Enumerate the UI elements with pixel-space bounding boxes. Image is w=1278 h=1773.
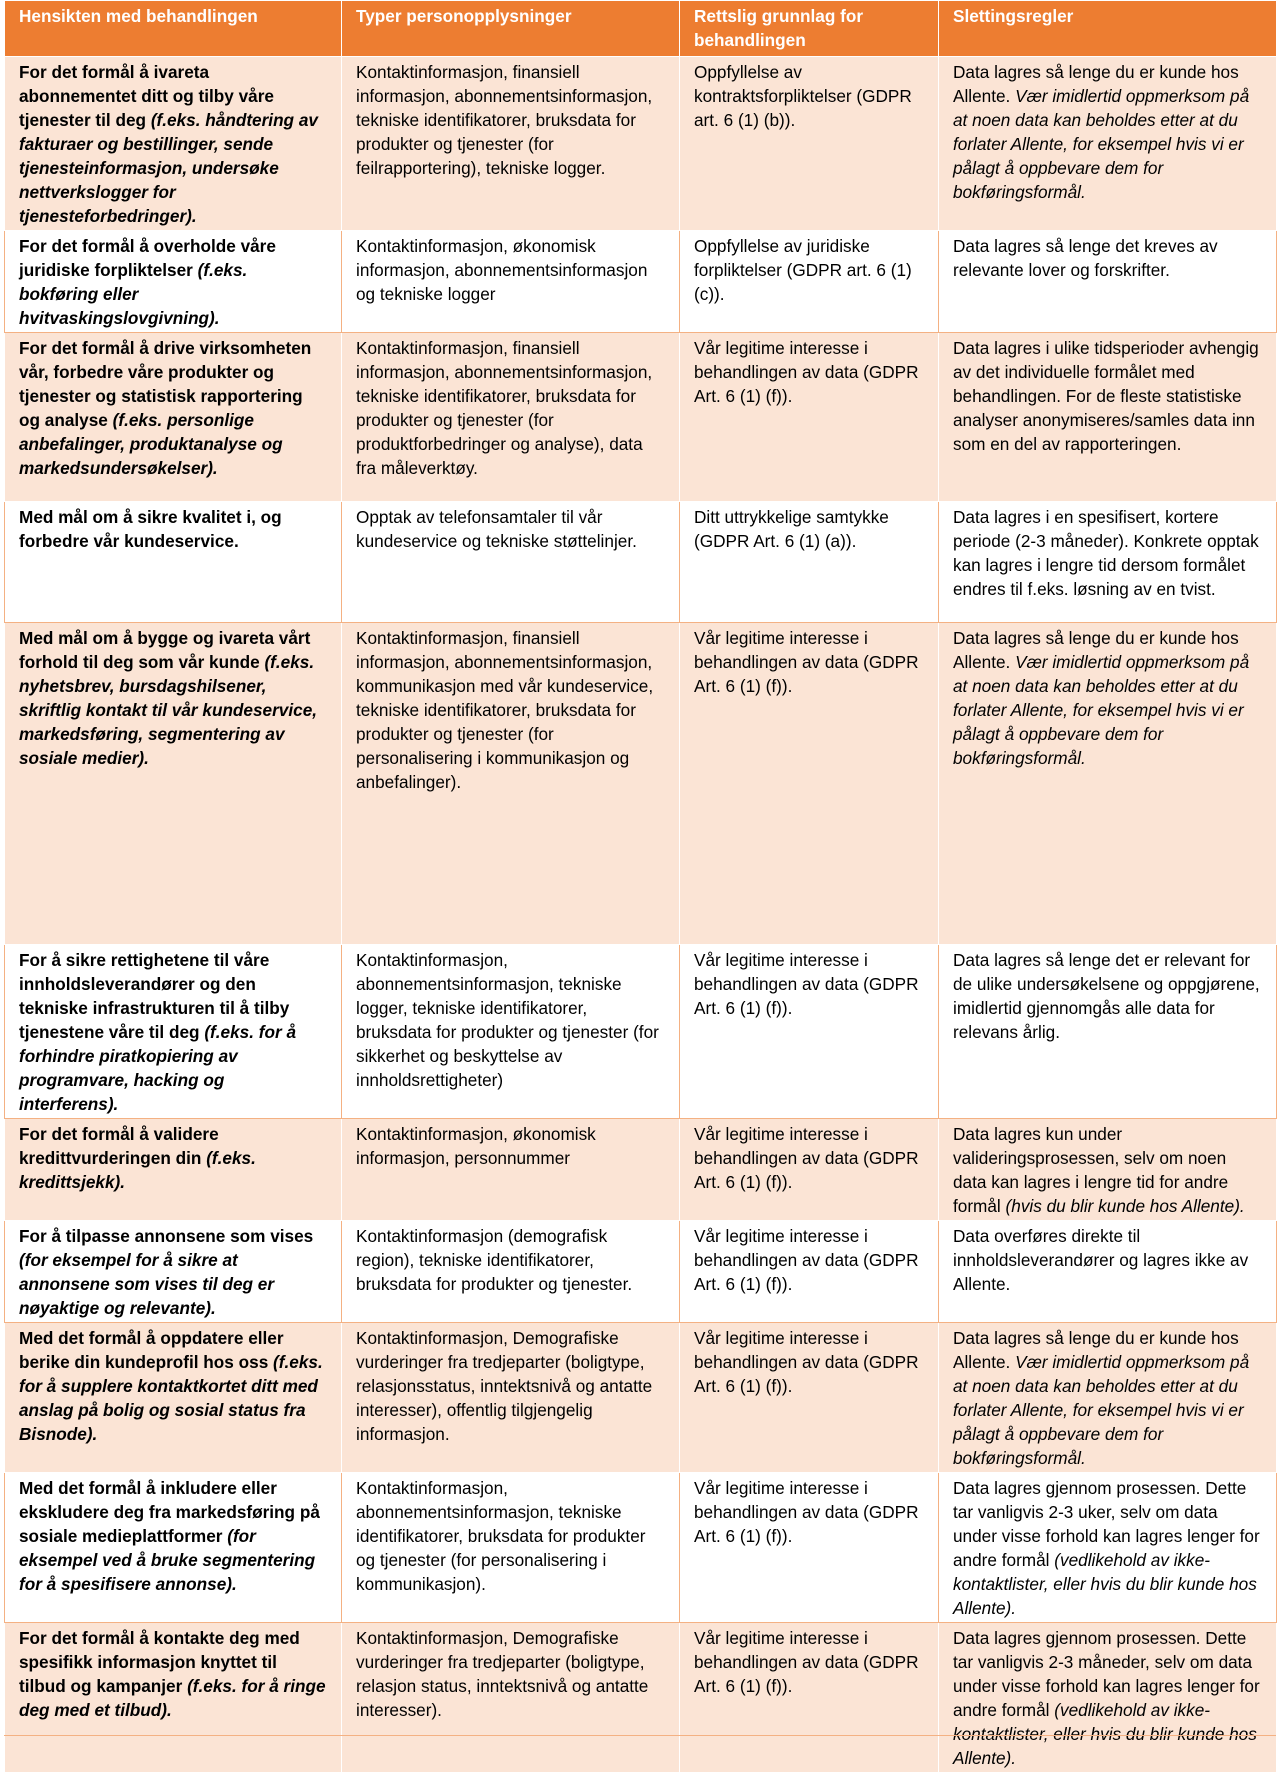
data-types-cell: Kontaktinformasjon, abonnementsinformasjon, tekniske identifikatorer, bruksdata for produkter og tjenester (for personalisering i kommunikasjon). — [342, 1473, 680, 1623]
purpose-cell: For det formål å drive virksomheten vår, forbedre våre produkter og tjenester og statistisk rapportering og analyse (f.eks. personlige anbefalinger, produktanalyse og markedsundersøkelser). — [5, 333, 342, 502]
legal-basis-cell: Vår legitime interesse i behandlingen av data (GDPR Art. 6 (1) (f)). — [680, 333, 939, 502]
legal-basis-cell: Ditt uttrykkelige samtykke (GDPR Art. 6 (1) (a)). — [680, 502, 939, 623]
table-row — [5, 1323, 1277, 1473]
table-row — [5, 502, 1277, 623]
table-bottom-edge — [4, 1735, 1276, 1741]
table-row — [5, 1221, 1277, 1323]
legal-basis-cell: Vår legitime interesse i behandlingen av data (GDPR Art. 6 (1) (f)). — [680, 623, 939, 945]
legal-basis-cell: Vår legitime interesse i behandlingen av data (GDPR Art. 6 (1) (f)). — [680, 1119, 939, 1221]
data-types-cell: Kontaktinformasjon, abonnementsinformasjon, tekniske logger, tekniske identifikatorer, bruksdata for produkter og tjenester (for sikkerhet og beskyttelse av innholdsrettigheter) — [342, 945, 680, 1119]
header-deletion-rules: Slettingsregler — [939, 1, 1277, 57]
purpose-cell: For det formål å ivareta abonnementet ditt og tilby våre tjenester til deg (f.eks. håndtering av fakturaer og bestillinger, sende tjenesteinformasjon, undersøke nettverkslogger for tjenesteforbedringer). — [5, 57, 342, 231]
purpose-cell: Med det formål å inkludere eller ekskludere deg fra markedsføring på sosiale medieplattformer (for eksempel ved å bruke segmentering for å spesifisere annonse). — [5, 1473, 342, 1623]
header-legal-basis: Rettslig grunnlag for behandlingen — [680, 1, 939, 57]
deletion-cell: Data lagres så lenge du er kunde hos Allente. Vær imidlertid oppmerksom på at noen data kan beholdes etter at du forlater Allente, for eksempel hvis vi er pålagt å oppbevare dem for bokføringsformål. — [939, 1323, 1277, 1473]
purpose-cell: For å tilpasse annonsene som vises (for eksempel for å sikre at annonsene som vises til deg er nøyaktige og relevante). — [5, 1221, 342, 1323]
table-row — [5, 333, 1277, 502]
purpose-cell: Med mål om å bygge og ivareta vårt forhold til deg som vår kunde (f.eks. nyhetsbrev, bursdagshilsener, skriftlig kontakt til vår kundeservice, markedsføring, segmentering av sosiale medier). — [5, 623, 342, 945]
purpose-cell: Med mål om å sikre kvalitet i, og forbedre vår kundeservice. — [5, 502, 342, 623]
legal-basis-cell: Vår legitime interesse i behandlingen av data (GDPR Art. 6 (1) (f)). — [680, 1473, 939, 1623]
purpose-cell: For det formål å kontakte deg med spesifikk informasjon knyttet til tilbud og kampanjer (f.eks. for å ringe deg med et tilbud). — [5, 1623, 342, 1773]
header-row — [5, 1, 1277, 57]
data-types-cell: Kontaktinformasjon, økonomisk informasjon, personnummer — [342, 1119, 680, 1221]
legal-basis-cell: Vår legitime interesse i behandlingen av data (GDPR Art. 6 (1) (f)). — [680, 1623, 939, 1773]
purpose-cell: For det formål å validere kredittvurderingen din (f.eks. kredittsjekk). — [5, 1119, 342, 1221]
data-types-cell: Opptak av telefonsamtaler til vår kundeservice og tekniske støttelinjer. — [342, 502, 680, 623]
deletion-cell: Data lagres så lenge du er kunde hos Allente. Vær imidlertid oppmerksom på at noen data kan beholdes etter at du forlater Allente, for eksempel hvis vi er pålagt å oppbevare dem for bokføringsformål. — [939, 623, 1277, 945]
purpose-cell: For det formål å overholde våre juridiske forpliktelser (f.eks. bokføring eller hvitvaskingslovgivning). — [5, 231, 342, 333]
header-data-types: Typer personopplysninger — [342, 1, 680, 57]
deletion-cell: Data lagres i ulike tidsperioder avhengig av det individuelle formålet med behandlingen. For de fleste statistiske analyser anonymiseres/samles data inn som en del av rapporteringen. — [939, 333, 1277, 502]
data-types-cell: Kontaktinformasjon (demografisk region), tekniske identifikatorer, bruksdata for produkter og tjenester. — [342, 1221, 680, 1323]
table-row — [5, 1473, 1277, 1623]
data-types-cell: Kontaktinformasjon, finansiell informasjon, abonnementsinformasjon, tekniske identifikatorer, bruksdata for produkter og tjenester (for produktforbedringer og analyse), data fra måleverktøy. — [342, 333, 680, 502]
deletion-cell: Data lagres gjennom prosessen. Dette tar vanligvis 2-3 uker, selv om data under visse forhold kan lagres lenger for andre formål (vedlikehold av ikke-kontaktlister, eller hvis du blir kunde hos Allente). — [939, 1473, 1277, 1623]
legal-basis-cell: Oppfyllelse av juridiske forpliktelser (GDPR art. 6 (1) (c)). — [680, 231, 939, 333]
legal-basis-cell: Vår legitime interesse i behandlingen av data (GDPR Art. 6 (1) (f)). — [680, 1323, 939, 1473]
deletion-cell: Data lagres i en spesifisert, kortere periode (2-3 måneder). Konkrete opptak kan lagres i lengre tid dersom formålet endres til f.eks. løsning av en tvist. — [939, 502, 1277, 623]
header-purpose: Hensikten med behandlingen — [5, 1, 342, 57]
purpose-cell: For å sikre rettighetene til våre innholdsleverandører og den tekniske infrastrukturen til å tilby tjenestene våre til deg (f.eks. for å forhindre piratkopiering av programvare, hacking og interferens). — [5, 945, 342, 1119]
data-types-cell: Kontaktinformasjon, økonomisk informasjon, abonnementsinformasjon og tekniske logger — [342, 231, 680, 333]
table-row — [5, 1623, 1277, 1773]
deletion-cell: Data overføres direkte til innholdsleverandører og lagres ikke av Allente. — [939, 1221, 1277, 1323]
table-row — [5, 231, 1277, 333]
data-types-cell: Kontaktinformasjon, finansiell informasjon, abonnementsinformasjon, kommunikasjon med vår kundeservice, tekniske identifikatorer, bruksdata for produkter og tjenester (for personalisering i kommunikasjon og anbefalinger). — [342, 623, 680, 945]
legal-basis-cell: Oppfyllelse av kontraktsforpliktelser (GDPR art. 6 (1) (b)). — [680, 57, 939, 231]
data-types-cell: Kontaktinformasjon, Demografiske vurderinger fra tredjeparter (boligtype, relasjonsstatus, inntektsnivå og antatte interesser), offentlig tilgjengelig informasjon. — [342, 1323, 680, 1473]
deletion-cell: Data lagres så lenge det kreves av relevante lover og forskrifter. — [939, 231, 1277, 333]
data-types-cell: Kontaktinformasjon, finansiell informasjon, abonnementsinformasjon, tekniske identifikatorer, bruksdata for produkter og tjenester (for feilrapportering), tekniske logger. — [342, 57, 680, 231]
legal-basis-cell: Vår legitime interesse i behandlingen av data (GDPR Art. 6 (1) (f)). — [680, 945, 939, 1119]
table-row — [5, 57, 1277, 231]
legal-basis-cell: Vår legitime interesse i behandlingen av data (GDPR Art. 6 (1) (f)). — [680, 1221, 939, 1323]
deletion-cell: Data lagres så lenge det er relevant for de ulike undersøkelsene og oppgjørene, imidlertid gjennomgås alle data for relevans årlig. — [939, 945, 1277, 1119]
data-types-cell: Kontaktinformasjon, Demografiske vurderinger fra tredjeparter (boligtype, relasjon status, inntektsnivå og antatte interesser). — [342, 1623, 680, 1773]
purpose-cell: Med det formål å oppdatere eller berike din kundeprofil hos oss (f.eks. for å supplere kontaktkortet ditt med anslag på bolig og sosial status fra Bisnode). — [5, 1323, 342, 1473]
deletion-cell: Data lagres gjennom prosessen. Dette tar vanligvis 2-3 måneder, selv om data under visse forhold kan lagres lenger for andre formål (vedlikehold av ikke-kontaktlister, eller hvis du blir kunde hos Allente). — [939, 1623, 1277, 1773]
table-row — [5, 1119, 1277, 1221]
table-row — [5, 623, 1277, 945]
deletion-cell: Data lagres så lenge du er kunde hos Allente. Vær imidlertid oppmerksom på at noen data kan beholdes etter at du forlater Allente, for eksempel hvis vi er pålagt å oppbevare dem for bokføringsformål. — [939, 57, 1277, 231]
privacy-table — [4, 0, 1277, 1773]
table-row — [5, 945, 1277, 1119]
deletion-cell: Data lagres kun under valideringsprosessen, selv om noen data kan lagres i lengre tid for andre formål (hvis du blir kunde hos Allente). — [939, 1119, 1277, 1221]
